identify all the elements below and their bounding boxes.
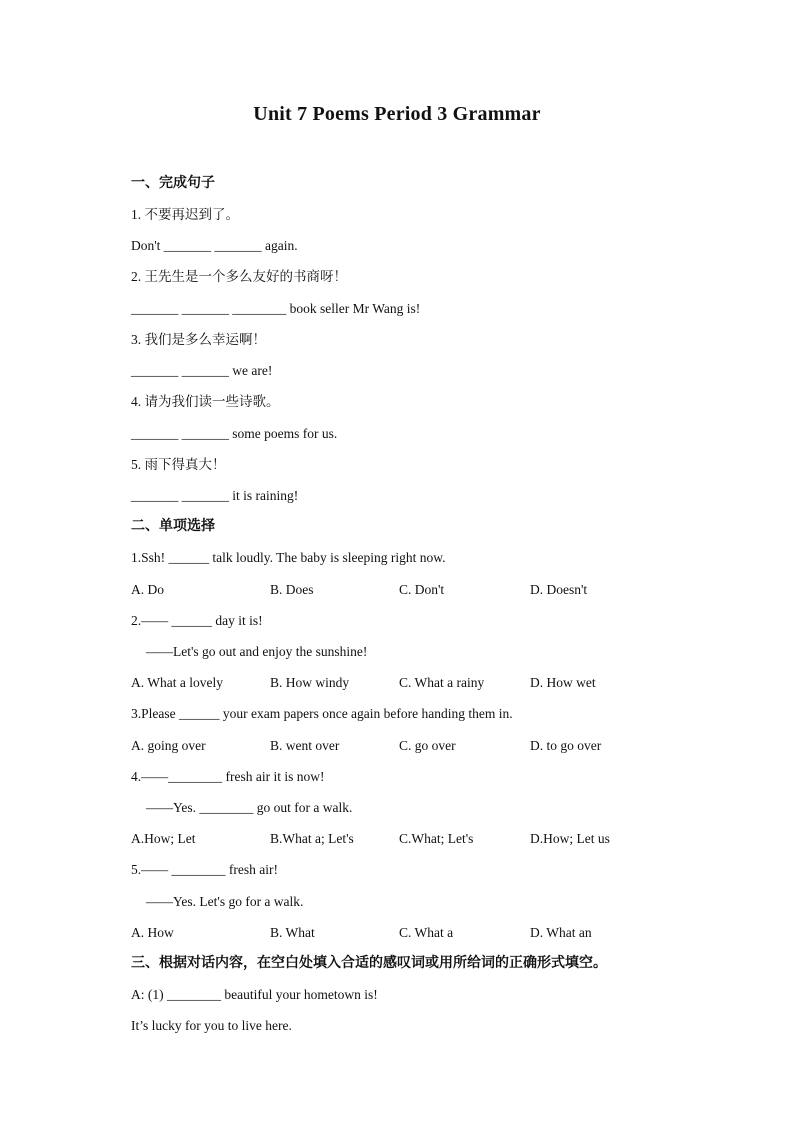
option-d: D. to go over	[530, 738, 602, 753]
option-c: C. What a rainy	[399, 675, 485, 690]
option-b: B.What a; Let's	[270, 831, 354, 846]
option-b: B. went over	[270, 738, 340, 753]
question-en: _______ _______ it is raining!	[131, 488, 299, 503]
dialogue-line: It’s lucky for you to live here.	[131, 1018, 292, 1033]
option-d: D. Doesn't	[530, 582, 588, 597]
option-a: A. What a lovely	[131, 675, 223, 690]
question-en: _______ _______ ________ book seller Mr Wang is!	[131, 301, 421, 316]
option-b: B. How windy	[270, 675, 350, 690]
options-row	[131, 924, 691, 942]
options-row	[131, 581, 691, 599]
question-en: Don't _______ _______ again.	[131, 238, 298, 253]
section-heading-3: 三、根据对话内容，在空白处填入合适的感叹词或用所给词的正确形式填空。	[131, 956, 607, 971]
option-c: C.What; Let's	[399, 831, 474, 846]
question-stem: 3.Please ______ your exam papers once again before handing them in.	[131, 706, 513, 721]
option-c: C. go over	[399, 738, 456, 753]
question-en: _______ _______ some poems for us.	[131, 426, 338, 441]
question-cn: 4. 请为我们读一些诗歌。	[131, 394, 280, 409]
question-en: _______ _______ we are!	[131, 363, 273, 378]
dialogue-line: ——Let's go out and enjoy the sunshine!	[146, 644, 368, 659]
question-cn: 5. 雨下得真大！	[131, 457, 226, 472]
option-a: A. going over	[131, 738, 206, 753]
section-heading-2: 二、单项选择	[131, 519, 215, 534]
question-cn: 3. 我们是多么幸运啊！	[131, 332, 266, 347]
option-d: D. What an	[530, 925, 592, 940]
option-d: D.How; Let us	[530, 831, 610, 846]
question-cn: 2. 王先生是一个多么友好的书商呀！	[131, 269, 347, 284]
question-stem: 5.—— ________ fresh air!	[131, 862, 278, 877]
option-c: C. Don't	[399, 582, 445, 597]
dialogue-line: ——Yes. Let's go for a walk.	[146, 894, 304, 909]
question-cn: 1. 不要再迟到了。	[131, 207, 239, 222]
dialogue-line: A: (1) ________ beautiful your hometown is!	[131, 987, 378, 1002]
option-b: B. What	[270, 925, 315, 940]
option-a: A. How	[131, 925, 174, 940]
options-row	[131, 674, 691, 692]
section-heading-1: 一、完成句子	[131, 176, 215, 191]
option-c: C. What a	[399, 925, 454, 940]
question-stem: 4.——________ fresh air it is now!	[131, 769, 325, 784]
dialogue-line: ——Yes. ________ go out for a walk.	[146, 800, 353, 815]
option-a: A. Do	[131, 582, 164, 597]
page-title: Unit 7 Poems Period 3 Grammar	[253, 103, 541, 125]
option-d: D. How wet	[530, 675, 596, 690]
question-stem: 1.Ssh! ______ talk loudly. The baby is sleeping right now.	[131, 550, 446, 565]
option-a: A.How; Let	[131, 831, 196, 846]
question-stem: 2.—— ______ day it is!	[131, 613, 263, 628]
option-b: B. Does	[270, 582, 314, 597]
options-row	[131, 737, 691, 755]
options-row	[131, 830, 691, 848]
